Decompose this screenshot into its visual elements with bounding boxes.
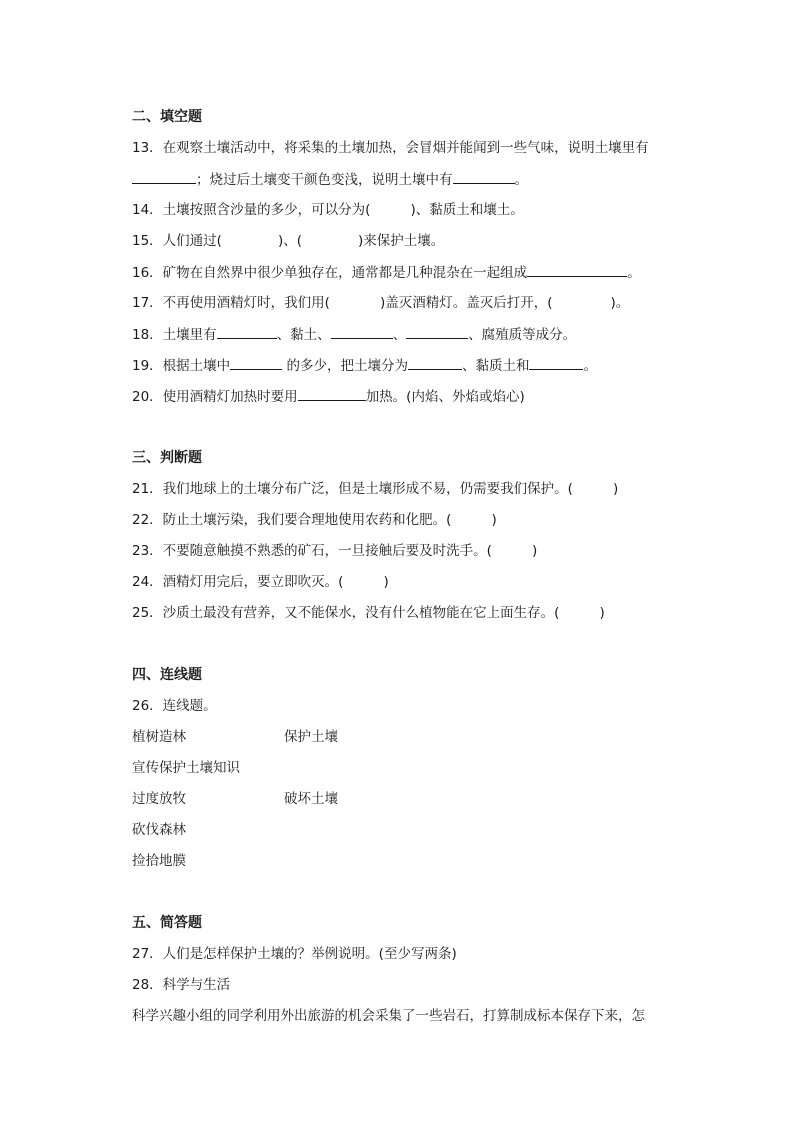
section-gap <box>132 881 662 912</box>
match-right-item[interactable]: 破坏土壤 <box>284 791 338 807</box>
match-left-item[interactable]: 过度放牧 <box>132 791 186 807</box>
question-25-text: 25．沙质土最没有营养，又不能保水，没有什么植物能在它上面生存。( <box>132 605 560 621</box>
question-16-text-2: 。 <box>627 265 641 281</box>
question-25-close: ) <box>599 605 605 621</box>
question-13-text: 13．在观察土壤活动中，将采集的土壤加热，会冒烟并能闻到一些气味，说明土壤里有 <box>132 140 649 156</box>
section-title-short: 五、简答题 <box>132 915 202 931</box>
question-18-text: 18．土壤里有 <box>132 327 217 343</box>
section-title-judge: 三、判断题 <box>132 450 202 466</box>
worksheet-content <box>132 106 662 1036</box>
question-21 <box>132 478 662 509</box>
question-13-text-2: ；烧过后土壤变干颜色变浅，说明土壤中有 <box>196 172 453 188</box>
question-18-text-4: 、腐殖质等成分。 <box>468 327 577 343</box>
question-23-close: ) <box>531 543 538 559</box>
question-19-text: 19．根据土壤中 <box>132 358 231 374</box>
question-28-body: 科学兴趣小组的同学利用外出旅游的机会采集了一些岩石，打算制成标本保存下来，怎 <box>132 1008 645 1024</box>
match-right-item[interactable]: 保护土壤 <box>284 729 338 745</box>
question-15-text-2: )、( <box>277 233 302 249</box>
question-13-line-2 <box>132 168 662 199</box>
question-15-text-3: )来保护土壤。 <box>358 233 445 249</box>
match-row <box>132 788 662 819</box>
question-17-text-2: )盖灭酒精灯。盖灭后打开，( <box>379 295 553 311</box>
section-title-fill: 二、填空题 <box>132 109 202 125</box>
question-20-text-2: 加热。(内焰、外焰或焰心) <box>365 389 525 405</box>
question-26: 26．连线题。 <box>132 698 217 714</box>
question-16-text: 16．矿物在自然界中很少单独存在，通常都是几种混杂在一起组成 <box>132 265 528 281</box>
question-19 <box>132 354 662 385</box>
question-20 <box>132 385 662 416</box>
question-19-text-4: 。 <box>583 358 597 374</box>
answer-blank-19a[interactable] <box>230 354 282 370</box>
question-18 <box>132 323 662 354</box>
question-22-text: 22．防止土壤污染，我们要合理地使用农药和化肥。( <box>132 512 452 528</box>
question-15-text: 15．人们通过( <box>132 233 222 249</box>
question-21-text: 21．我们地球上的土壤分布广泛，但是土壤形成不易，仍需要我们保护。( <box>132 481 573 497</box>
question-25 <box>132 602 662 633</box>
question-23-text: 23．不要随意触摸不熟悉的矿石，一旦接触后要及时洗手。( <box>132 543 492 559</box>
match-left-item[interactable]: 捡拾地膜 <box>132 853 186 869</box>
answer-blank-16[interactable] <box>527 261 627 277</box>
match-row <box>132 757 662 788</box>
match-row <box>132 726 662 757</box>
answer-blank-13b[interactable] <box>453 168 515 184</box>
question-16 <box>132 261 662 292</box>
question-22-close: ) <box>491 512 497 528</box>
question-20-text: 20．使用酒精灯加热时要用 <box>132 389 298 405</box>
match-left-item[interactable]: 宣传保护土壤知识 <box>132 760 240 776</box>
question-18-text-2: 、黏土、 <box>276 327 331 343</box>
answer-blank-13a[interactable] <box>132 168 196 184</box>
question-18-text-3: 、 <box>392 327 407 343</box>
answer-blank-18b[interactable] <box>331 323 393 339</box>
match-left-item[interactable]: 植树造林 <box>132 729 186 745</box>
question-28: 28．科学与生活 <box>132 977 231 993</box>
question-21-close: ) <box>612 481 619 497</box>
question-17-text-3: )。 <box>610 295 630 311</box>
section-gap <box>132 633 662 664</box>
section-gap <box>132 416 662 447</box>
question-24 <box>132 571 662 602</box>
answer-blank-20[interactable] <box>298 385 366 401</box>
answer-blank-19c[interactable] <box>529 354 583 370</box>
question-19-text-2: 的多少，把土壤分为 <box>282 358 408 374</box>
section-title-match: 四、连线题 <box>132 667 202 683</box>
question-17 <box>132 292 662 323</box>
question-19-text-3: 、黏质土和 <box>461 358 530 374</box>
question-22 <box>132 509 662 540</box>
answer-blank-18a[interactable] <box>217 323 277 339</box>
question-23 <box>132 540 662 571</box>
question-27: 27．人们是怎样保护土壤的？举例说明。(至少写两条) <box>132 946 457 962</box>
question-14-text: 14．土壤按照含沙量的多少，可以分为( <box>132 202 371 218</box>
question-24-text: 24．酒精灯用完后，要立即吹灭。( <box>132 574 344 590</box>
question-13-line-1 <box>132 137 662 168</box>
question-15 <box>132 230 662 261</box>
answer-blank-19b[interactable] <box>408 354 462 370</box>
question-14-text-2: )、黏质土和壤土。 <box>410 202 524 218</box>
match-row <box>132 819 662 850</box>
match-left-item[interactable]: 砍伐森林 <box>132 822 186 838</box>
match-row <box>132 850 662 881</box>
question-17-text: 17．不再使用酒精灯时，我们用( <box>132 295 330 311</box>
answer-blank-18c[interactable] <box>406 323 468 339</box>
question-13-text-3: 。 <box>514 172 528 188</box>
question-24-close: ) <box>383 574 389 590</box>
question-14 <box>132 199 662 230</box>
